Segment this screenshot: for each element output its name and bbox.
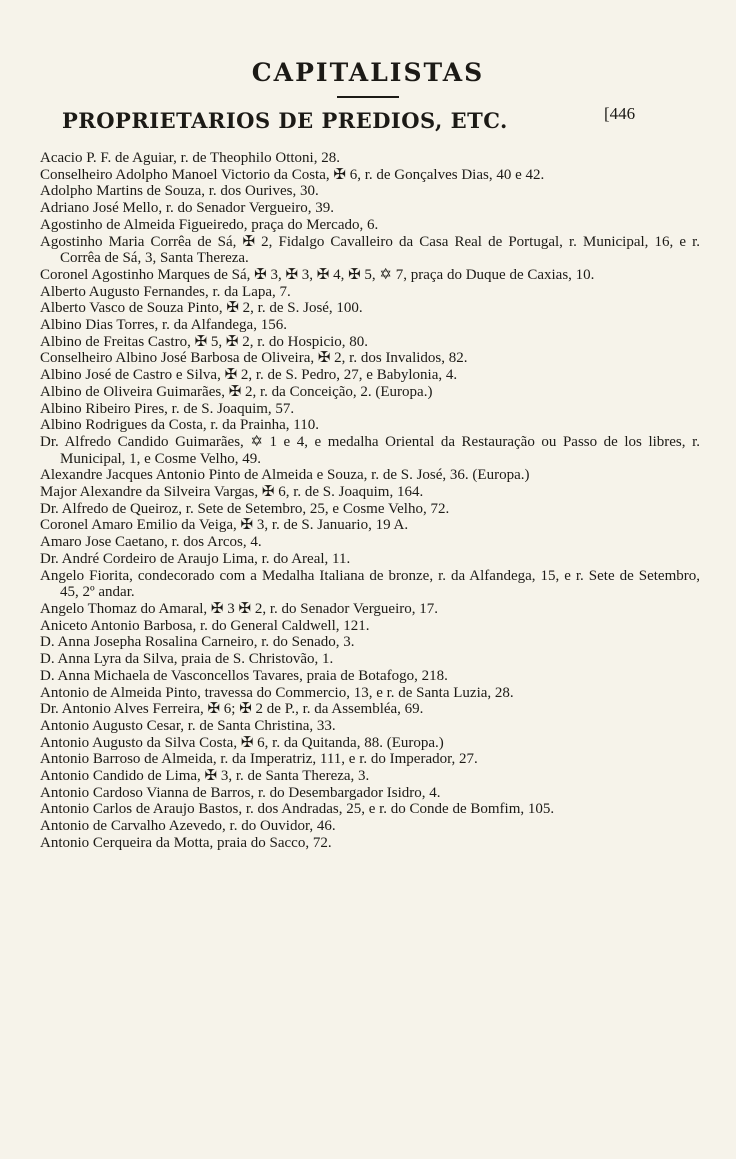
list-item [40, 517, 700, 534]
entry-text: Aniceto Antonio Barbosa, r. do General Caldwell, 121. [40, 617, 370, 634]
list-item [40, 317, 700, 334]
list-item [40, 818, 700, 835]
list-item [40, 668, 700, 685]
list-item [40, 417, 700, 434]
entry-text: Albino de Oliveira Guimarães, ✠ 2, r. da Conceição, 2. (Europa.) [40, 383, 433, 400]
page-number: [446 [604, 104, 636, 123]
list-item [40, 701, 700, 718]
list-item [40, 484, 700, 501]
list-item [40, 467, 700, 484]
entry-text: Antonio Barroso de Almeida, r. da Imperatriz, 111, e r. do Imperador, 27. [40, 751, 478, 768]
list-item [40, 367, 700, 384]
entry-text: Albino José de Castro e Silva, ✠ 2, r. de S. Pedro, 27, e Babylonia, 4. [40, 367, 458, 384]
list-item [40, 634, 700, 651]
entry-text: D. Anna Lyra da Silva, praia de S. Christovão, 1. [40, 651, 334, 668]
list-item [40, 334, 700, 351]
entry-text: Antonio Cardoso Vianna de Barros, r. do Desembargador Isidro, 4. [40, 784, 441, 801]
list-item [40, 735, 700, 752]
list-item [40, 651, 700, 668]
entry-text: Antonio Carlos de Araujo Bastos, r. dos Andradas, 25, e r. do Conde de Bomfim, 105. [40, 801, 555, 818]
entry-text: Antonio de Almeida Pinto, travessa do Commercio, 13, e r. de Santa Luzia, 28. [40, 684, 514, 701]
title-divider [337, 96, 399, 98]
entry-text: Acacio P. F. de Aguiar, r. de Theophilo Ottoni, 28. [40, 150, 340, 166]
list-item [40, 534, 700, 551]
list-item [40, 618, 700, 635]
list-item [40, 217, 700, 234]
entry-text: Albino de Freitas Castro, ✠ 5, ✠ 2, r. do Hospicio, 80. [40, 333, 369, 350]
list-item [40, 284, 700, 301]
list-item [40, 300, 700, 317]
list-item [40, 200, 700, 217]
list-item [40, 434, 700, 467]
entry-text: Angelo Fiorita, condecorado com a Medalha Italiana de bronze, r. da Alfandega, 15, e r. Sete de Setembro, 45, 2º andar. [40, 567, 700, 601]
entry-text: Albino Rodrigues da Costa, r. da Prainha, 110. [40, 417, 319, 434]
entry-text: Coronel Agostinho Marques de Sá, ✠ 3, ✠ 3, ✠ 4, ✠ 5, ✡ 7, praça do Duque de Caxias, 10. [40, 266, 595, 283]
entry-text: Antonio Candido de Lima, ✠ 3, r. de Santa Thereza, 3. [40, 768, 370, 785]
entry-text: Alexandre Jacques Antonio Pinto de Almeida e Souza, r. de S. José, 36. (Europa.) [40, 467, 530, 484]
list-item [40, 785, 700, 802]
list-item [40, 601, 700, 618]
entry-text: Agostinho Maria Corrêa de Sá, ✠ 2, Fidalgo Cavalleiro da Casa Real de Portugal, r. Municipal, 16, e r. Corrêa de Sá, 3, Santa Thereza. [40, 233, 700, 267]
list-item [40, 150, 700, 167]
section-subtitle: PROPRIETARIOS DE PREDIOS, ETC. [62, 108, 508, 133]
list-item [40, 401, 700, 418]
entry-text: Dr. Antonio Alves Ferreira, ✠ 6; ✠ 2 de P., r. da Assembléa, 69. [40, 701, 424, 718]
entry-text: Albino Ribeiro Pires, r. de S. Joaquim, 57. [40, 400, 295, 417]
list-item [40, 551, 700, 568]
entry-text: Adolpho Martins de Souza, r. dos Ourives, 30. [40, 183, 319, 200]
entry-text: Dr. Alfredo Candido Guimarães, ✡ 1 e 4, e medalha Oriental da Restauração ou Passo de los libres, r. Municipal, 1, e Cosme Velho, 49. [40, 433, 700, 467]
list-item [40, 718, 700, 735]
list-item [40, 234, 700, 267]
entry-text: Agostinho de Almeida Figueiredo, praça do Mercado, 6. [40, 216, 379, 233]
list-item [40, 685, 700, 702]
entry-text: Angelo Thomaz do Amaral, ✠ 3 ✠ 2, r. do Senador Vergueiro, 17. [40, 600, 438, 617]
list-item [40, 350, 700, 367]
entry-text: Conselheiro Adolpho Manoel Victorio da Costa, ✠ 6, r. de Gonçalves Dias, 40 e 42. [40, 166, 545, 183]
list-item [40, 267, 700, 284]
entry-text: D. Anna Josepha Rosalina Carneiro, r. do Senado, 3. [40, 634, 355, 651]
entry-text: Albino Dias Torres, r. da Alfandega, 156. [40, 317, 287, 334]
entry-text: Antonio Cerqueira da Motta, praia do Sacco, 72. [40, 834, 332, 851]
entry-text: Coronel Amaro Emilio da Veiga, ✠ 3, r. de S. Januario, 19 A. [40, 517, 409, 534]
entry-text: Alberto Vasco de Souza Pinto, ✠ 2, r. de S. José, 100. [40, 300, 363, 317]
entry-text: Dr. Alfredo de Queiroz, r. Sete de Setembro, 25, e Cosme Velho, 72. [40, 500, 450, 517]
entry-text: Adriano José Mello, r. do Senador Vergueiro, 39. [40, 200, 334, 217]
entry-text: Major Alexandre da Silveira Vargas, ✠ 6, r. de S. Joaquim, 164. [40, 484, 424, 501]
entry-text: Amaro Jose Caetano, r. dos Arcos, 4. [40, 534, 262, 551]
list-item [40, 183, 700, 200]
entry-text: Alberto Augusto Fernandes, r. da Lapa, 7. [40, 283, 291, 300]
entry-text: D. Anna Michaela de Vasconcellos Tavares, praia de Botafogo, 218. [40, 667, 448, 684]
list-item [40, 801, 700, 818]
entry-text: Dr. André Cordeiro de Araujo Lima, r. do Areal, 11. [40, 550, 351, 567]
list-item [40, 384, 700, 401]
entry-text: Antonio Augusto da Silva Costa, ✠ 6, r. da Quitanda, 88. (Europa.) [40, 734, 444, 751]
list-item [40, 501, 700, 518]
list-item [40, 167, 700, 184]
entry-list [40, 150, 700, 852]
entry-text: Conselheiro Albino José Barbosa de Oliveira, ✠ 2, r. dos Invalidos, 82. [40, 350, 468, 367]
list-item [40, 768, 700, 785]
list-item [40, 751, 700, 768]
page-title: CAPITALISTAS [251, 58, 485, 87]
list-item [40, 835, 700, 852]
entry-text: Antonio Augusto Cesar, r. de Santa Christina, 33. [40, 717, 336, 734]
list-item [40, 568, 700, 601]
entry-text: Antonio de Carvalho Azevedo, r. do Ouvidor, 46. [40, 818, 336, 835]
